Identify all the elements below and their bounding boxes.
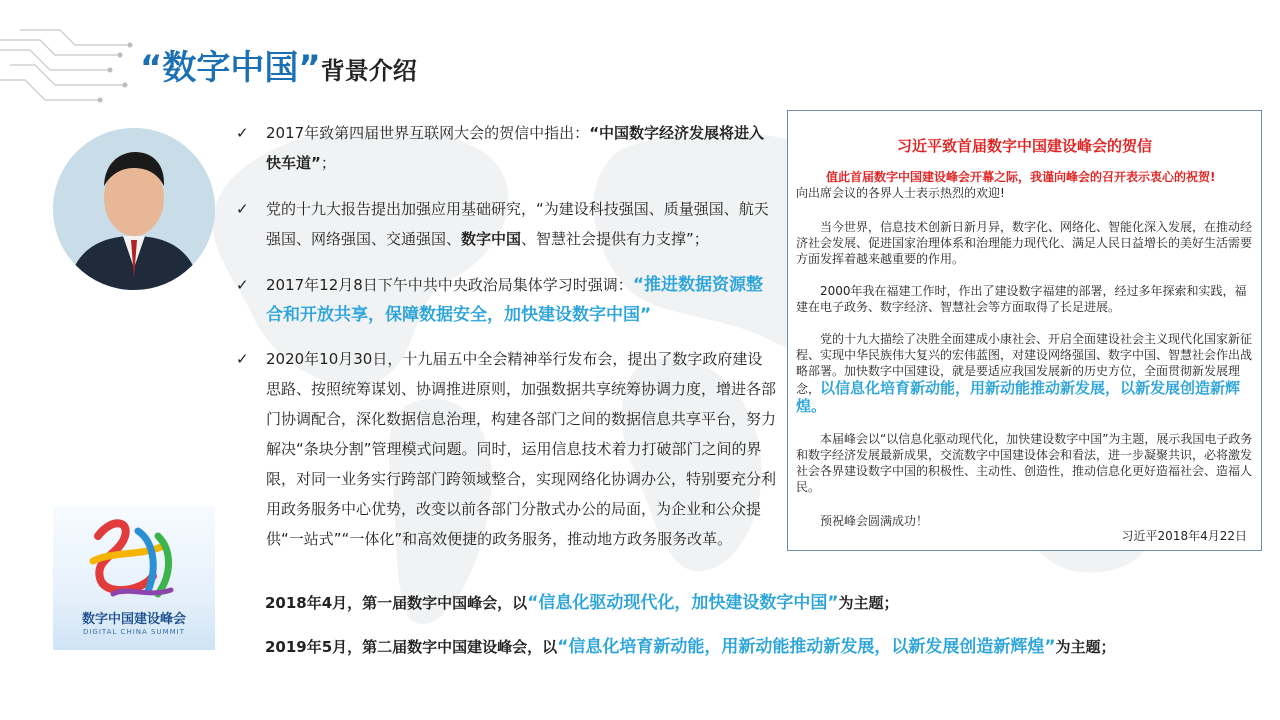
digital-china-summit-logo — [53, 506, 215, 650]
bullet-1-text: 2017年致第四届世界互联网大会的贺信中指出： — [266, 124, 590, 142]
congratulation-letter-box — [787, 110, 1262, 551]
bullet-3-text: 2017年12月8日下午中共中央政治局集体学习时强调： — [266, 276, 633, 294]
summit-2019-theme: “信息化培育新动能，用新动能推动新发展，以新发展创造新辉煌” — [557, 637, 1056, 657]
circuit-decoration — [0, 20, 140, 110]
letter-signature: 习近平2018年4月22日 — [1121, 529, 1247, 543]
letter-paragraph-3-highlight: 以信息化培育新动能，用新动能推动新发展，以新发展创造新辉煌。 — [796, 379, 1241, 415]
bullet-1-end: ； — [320, 154, 336, 172]
letter-paragraph-1: 当今世界，信息技术创新日新月异，数字化、网络化、智能化深入发展，在推动经济社会发展、促进国家治理体系和治理能力现代化、满足人民日益增长的美好生活需要方面发挥着越来越重要的作用。 — [796, 220, 1253, 266]
logo-name: 数字中国建设峰会 — [81, 612, 186, 627]
summit-2019 — [265, 632, 1116, 657]
letter-lead-rest: 向出席会议的各界人士表示热烈的欢迎! — [796, 186, 1005, 200]
letter-lead — [796, 169, 1256, 201]
person-portrait-icon — [53, 128, 215, 290]
letter-paragraph-2: 2000年我在福建工作时，作出了建设数字福建的部署，经过多年探索和实践，福建在电子政务、数字经济、智慧社会等方面取得了长足进展。 — [796, 284, 1247, 314]
title-rest: 背景介绍 — [320, 57, 417, 85]
summit-2019-prefix: 2019年5月，第二届数字中国建设峰会，以 — [265, 638, 558, 656]
summit-2018-prefix: 2018年4月，第一届数字中国峰会，以 — [265, 594, 528, 612]
logo-english: DIGITAL CHINA SUMMIT — [82, 628, 186, 636]
bullet-1-bold: “中国数字经济发展将进入快车道” — [266, 124, 765, 172]
bullet-2-bold: 数字中国 — [461, 230, 522, 248]
bullet-3 — [236, 270, 776, 330]
letter-paragraph-3 — [796, 331, 1254, 415]
bullet-2-text: 党的十九大报告提出加强应用基础研究，“为建设科技强国、质量强国、航天强国、网络强国、交通强国、 — [266, 200, 769, 248]
bullet-3-highlight: “推进数据资源整合和开放共享，保障数据安全，加快建设数字中国” — [266, 275, 763, 325]
bullet-4 — [236, 344, 776, 554]
page-title — [140, 40, 417, 88]
check-icon: ✓ — [236, 124, 249, 142]
summit-2018-theme: “信息化驱动现代化，加快建设数字中国” — [527, 593, 839, 613]
portrait-photo — [53, 128, 215, 290]
bullet-2 — [236, 194, 776, 254]
letter-paragraph-4: 本届峰会以“以信息化驱动现代化，加快建设数字中国”为主题，展示我国电子政务和数字经济发展最新成果，交流数字中国建设体会和看法，进一步凝聚共识，必将激发社会各界建设数字中国的积极性、主动性、创造性，推动信息化更好造福社会、造福人民。 — [796, 432, 1253, 494]
summit-2018 — [265, 588, 899, 613]
title-quoted: “数字中国” — [140, 48, 321, 88]
summit-2018-suffix: 为主题； — [838, 594, 899, 612]
check-icon: ✓ — [236, 350, 249, 368]
letter-paragraph-5: 预祝峰会圆满成功！ — [820, 514, 929, 528]
summit-2019-suffix: 为主题； — [1055, 638, 1116, 656]
bullet-4-text: 2020年10月30日，十九届五中全会精神举行发布会，提出了数字政府建设思路、按照统筹谋划、协调推进原则，加强数据共享统筹协调力度，增进各部门协调配合，深化数据信息治理，构建各部门之间的数据信息共享平台，努力解决“条块分割”管理模式问题。同时，运用信息技术着力打破部门之间的界限，对同一业务实行跨部门跨领域整合，实现网络化协调办公，特别要充分利用政务服务中心优势，改变以前各部门分散式办公的局面，为企业和公众提供“一站式”“一体化”和高效便捷的政务服务，推动地方政务服务改革。 — [266, 350, 777, 548]
bullet-list — [236, 118, 776, 554]
check-icon: ✓ — [236, 276, 249, 294]
letter-paragraph-3-text: 党的十九大描绘了决胜全面建成小康社会、开启全面建设社会主义现代化国家新征程、实现中华民族伟大复兴的宏伟蓝图，对建设网络强国、数字中国、智慧社会作出战略部署。加快数字中国建设，就是要适应我国发展新的历史方位，全面贯彻新发展理念， — [796, 332, 1253, 396]
bullet-1 — [236, 118, 776, 178]
letter-title: 习近平致首届数字中国建设峰会的贺信 — [896, 137, 1152, 155]
bullet-2-end: 、智慧社会提供有力支撑”； — [521, 230, 709, 248]
summit-logo-icon — [53, 506, 215, 610]
check-icon: ✓ — [236, 200, 249, 218]
letter-lead-red: 值此首届数字中国建设峰会开幕之际，我谨向峰会的召开表示衷心的祝贺! — [826, 170, 1216, 184]
